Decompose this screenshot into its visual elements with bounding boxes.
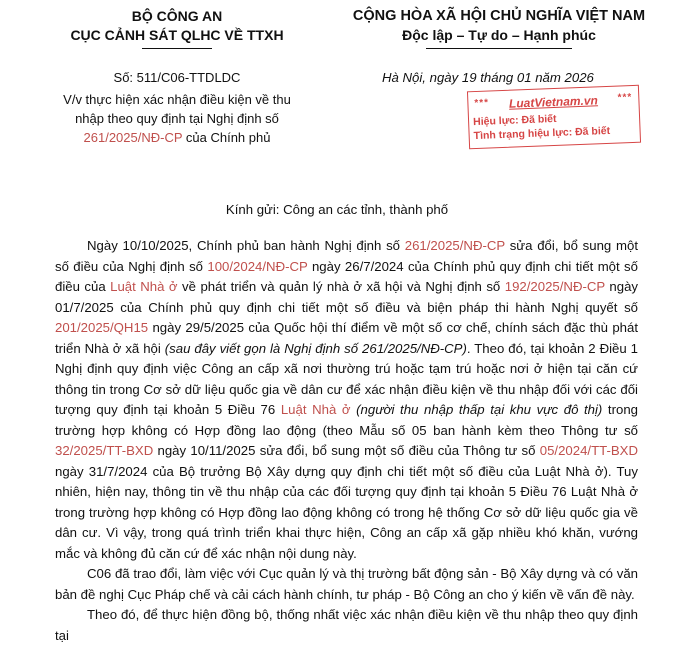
recipient-line: Kính gửi: Công an các tỉnh, thành phố <box>225 202 449 217</box>
place-date: Hà Nội, ngày 19 tháng 01 năm 2026 <box>382 70 594 85</box>
legal-reference-link[interactable]: Luật Nhà ở <box>280 402 351 417</box>
legal-reference-link[interactable]: 100/2024/NĐ-CP <box>207 258 308 274</box>
department-name: CỤC CẢNH SÁT QLHC VỀ TTXH <box>70 27 284 43</box>
subject-line-3-rest: của Chính phủ <box>182 130 271 145</box>
body-text: ngày 31/7/2024 của Bộ trưởng Bộ Xây dựng quy định chi tiết một số điều của Luật Nhà ở). Tuy nhiên, hiện nay, thông tin về thu nhập của các đối tượng quy định tại khoản 5 Điều 76 Luật Nhà ở trong trường hợp không có Hợp đồng lao động không có trong hệ thống Cơ sở dữ liệu quốc gia về dân cư. Vì vậy, trong quá trình triển khai thực hiện, Công an cấp xã gặp nhiều khó khăn, vướng mắc và không đủ căn cứ để xác nhận nội dung này. <box>55 463 638 561</box>
body-text: sửa đổi, bổ sung một số điều của Nghị định số <box>55 238 638 274</box>
body-text: . Theo đó, tại khoản 2 Điều 1 Nghị định quy định việc Công an cấp xã nơi thường trú hoặc tạm trú hoặc nơi ở hiện tại căn cứ thông tin trong Cơ sở dữ liệu quốc gia về dân cư để xác nhận điều kiện về thu nhập đối với các đối tượng quy định tại khoản 5 Điều 76 <box>55 340 638 417</box>
subject-line-1: V/v thực hiện xác nhận điều kiện về thu <box>63 92 291 107</box>
legal-reference-link[interactable]: 261/2025/NĐ-CP <box>404 238 505 253</box>
body-text: ngày 29/5/2025 của Quốc hội thí điểm về một số cơ chế, chính sách đặc thù phát triển Nhà ở xã hội <box>55 320 638 356</box>
legal-reference-link[interactable]: 201/2025/QH15 <box>55 320 149 335</box>
agency-name: BỘ CÔNG AN <box>131 8 223 24</box>
body-text: ngày 01/7/2025 của Chính phủ quy định chi tiết một số điều và biện pháp thi hành Nghị quyết số <box>55 279 639 315</box>
italic-text: (sau đây viết gọn là Nghị định số 261/2025/NĐ-CP) <box>164 340 467 356</box>
stamp-effect: Hiệu lực: Đã biết <box>472 112 557 129</box>
paragraph-1 <box>55 236 638 564</box>
document-subject <box>46 90 308 147</box>
stamp-brand: LuatVietnam.vn <box>508 93 599 111</box>
legal-reference-link[interactable]: 192/2025/NĐ-CP <box>504 279 605 294</box>
header-left-rule <box>142 48 212 49</box>
subject-line-2: nhập theo quy định tại Nghị định số <box>75 111 279 126</box>
document-number: Số: 511/C06-TTDLDC <box>113 70 241 85</box>
document-body <box>55 236 638 646</box>
legal-reference-link[interactable]: 32/2025/TT-BXD <box>55 443 154 458</box>
subject-line-3 <box>46 128 308 147</box>
body-text: Ngày 10/10/2025, Chính phủ ban hành Nghị định số <box>87 238 405 253</box>
stamp-status: Tình trạng hiệu lực: Đã biết <box>473 124 611 143</box>
body-text: ngày 26/7/2024 của Chính phủ quy định chi tiết một số điều của <box>55 258 638 294</box>
body-text: về phát triển và quản lý nhà ở xã hội và Nghị định số <box>177 279 505 294</box>
paragraph-2: C06 đã trao đổi, làm việc với Cục quản lý và thị trường bất động sản - Bộ Xây dựng và có văn bản đề nghị Cục Pháp chế và cải cách hành chính, tư pháp - Bộ Công an cho ý kiến về vấn đề này. <box>55 566 638 602</box>
body-text: ngày 10/11/2025 sửa đổi, bổ sung một số điều của Thông tư số <box>153 443 540 458</box>
national-motto: Độc lập – Tự do – Hạnh phúc <box>402 27 596 43</box>
nation-title: CỘNG HÒA XÃ HỘI CHỦ NGHĨA VIỆT NAM <box>352 8 646 24</box>
legal-reference-link[interactable]: 05/2024/TT-BXD <box>539 443 638 458</box>
legal-reference-link[interactable]: Luật Nhà ở <box>110 279 178 294</box>
luatvietnam-stamp <box>467 85 641 150</box>
italic-text: (người thu nhập thấp tại khu vực đô thị) <box>350 402 603 417</box>
stamp-stars-right: *** <box>617 91 633 104</box>
header-right-rule <box>426 48 572 49</box>
stamp-stars-left: *** <box>474 97 490 110</box>
paragraph-3: Theo đó, để thực hiện đồng bộ, thống nhất việc xác nhận điều kiện về thu nhập theo quy định tại <box>55 607 638 643</box>
body-text: trong trường hợp không có Hợp đồng lao động (theo Mẫu số 05 ban hành kèm theo Thông tư số <box>55 402 638 438</box>
decree-link[interactable]: 261/2025/NĐ-CP <box>83 130 183 145</box>
